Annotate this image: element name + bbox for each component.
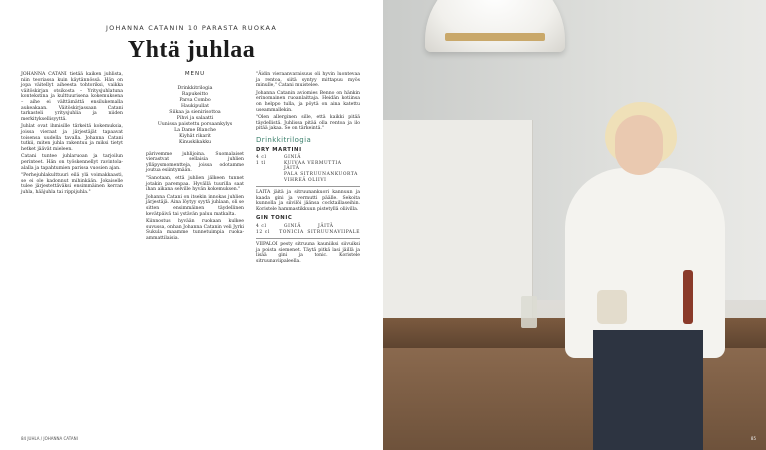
paragraph: "Olen allerginen sille, että kaikki pitää täydellistä. Juhlissa pitää olla rentoa ja ilo pitää jakaa. Se on tärkeintä." [256, 115, 360, 132]
menu-item: Pihvi ja salaatti [176, 115, 214, 121]
menu-item: Siikaa ja sienirisottoa [169, 109, 221, 115]
recipe-method: LAITA jäitä ja sitruunankuori kannuun ja kaada gini ja vermutti päälle. Sekoita kunnolla ja siivilöi jäänsa cocktaillaseihin. Koristele hammastikkuun pistetyllä oliivilla. [256, 190, 360, 212]
cabinet [383, 120, 533, 330]
divider [256, 186, 360, 187]
paragraph: Kiinnostus hyvään ruokaan kulkee suvussa, onhan Johanna Catanin veli Jyrki Sukula maamme tunnetuimpia ruoka-ammattilaisia. [146, 219, 244, 241]
paragraph: "Perhejuhlakulttuuri eilä ylä voimakkaasti, se ei ole kadonnut mihinkään. Jokaiselle tulee järjestettäväksi ensimmäinen kerran juhla, hääjuhla tai rippijuhla." [21, 173, 123, 195]
paragraph: pärivemme juhlijoina. Suomalaiset vierastvat sellaisia juhlien ylläpysmomentteja, joissa odotamme joutua esiintymään. [146, 151, 244, 174]
menu-item: Kiyhät rikarit [179, 133, 211, 139]
ingredient-row: VIHREÄ OLIIVI [284, 177, 327, 183]
paragraph: "Sanotaan, että juhlien jälkeen tunnet jotakin parempaa. Hyvällä tuurilla saat ihan aikana selville hyvän kokemuksen." [146, 175, 244, 193]
glass [521, 296, 537, 328]
lamp-band [445, 33, 545, 41]
ingredient-row: 4 cl GINIÄ JÄITÄ [256, 224, 334, 230]
ingredient-row: PALA SITRUUNANKUORTA [284, 171, 358, 177]
recipe-method: VIIPALOI pesty sitruuna kauniiksi siivuiksi ja poista siemenet. Täytä pitkä lasi jäillä ja lisää gini ja tonic. Koristele sitruunaviipaleella. [256, 242, 360, 265]
series-label: JOHANNA CATANIN 10 PARASTA RUOKAA [105, 24, 277, 32]
menu-item: Drinkkitrilogia [177, 85, 213, 91]
article-column-2 [146, 72, 244, 244]
divider [256, 238, 360, 239]
paragraph: Juhlat ovat ihmisille tärkeitä kokemuksia, joissa vieraat ja järjestäjät tapaavat toisensa uudella tavalla. Johanna Catani tutkii, miten juhla rakentuu ja miksi tietyt hetket jäävät mieleen. [21, 124, 123, 152]
cabinet-front [383, 348, 766, 450]
person-face [615, 115, 663, 175]
menu-box [146, 72, 244, 146]
menu-item: Uunissa paistettu porsaankylys [157, 121, 233, 127]
page-number-right: 85 [750, 436, 756, 441]
paragraph: Johanna Catani on itsekin innokas juhlien järjestäjä. Aina löytyy syytä juhlaan, oli se sitten ensimmäinen täydellinen kevätpäivä tai ystävän paluu matkalta. [146, 194, 244, 217]
menu-item: Rapukeitto [181, 91, 209, 97]
paragraph: Johanna Catanin aviomies Benno on hänkin erinomainen ruoanlaittaja. Heidän kotiinsa on helppo tulla, ja pöytä on aina katettu useammallekin. [256, 90, 360, 113]
paragraph: JOHANNA CATANI tietää kaiken juhlista, niin teoriassa kuin käytännössä. Hän on jopa väitellyt aiheesta tohtoriksi, vaikka väitöskirjan otsikosta – Yritysjuhlatuna kontekstina ja kulttuurisena kokemuksena – aihe ei välttämättä ensilukemalla aukeakaan. Väitöskirjassaan Catani tarkasteli yritysjuhlia ja niiden merkityksellisyyttä. [21, 72, 123, 122]
page-number-left: 84 JUHLA / JOHANNA CATANI [21, 436, 78, 441]
ingredient-row: 4 cl GINIÄ [256, 155, 301, 161]
drink-name: DRY MARTINI [256, 146, 302, 153]
jar [597, 290, 627, 324]
menu-heading: MENU [184, 71, 206, 77]
menu-item: Kinuskikakku [178, 139, 212, 145]
person-apron [593, 330, 703, 450]
drinks-heading: Drinkkitrilogia [256, 135, 312, 144]
ingredient-row: 1 tl KUIVAA VERMUTTIA [256, 160, 342, 166]
menu-item: Parsa Combo [179, 97, 211, 103]
photo-page [383, 0, 766, 450]
ingredient-list [256, 155, 360, 183]
article-column-3 [256, 72, 360, 267]
ingredient-row: JÄITÄ [284, 166, 300, 172]
drink-name: GIN TONIC [256, 215, 293, 222]
menu-item: Haukipullat [181, 103, 209, 109]
paragraph: Catani tuntee juhlaruoan ja tarjoilun perinteet. Hän on työskennellyt ravintola-alalla ja tapahtumien parissa vuosien ajan. [21, 154, 123, 171]
pendant-lamp [425, 0, 565, 52]
bottle [683, 270, 693, 324]
ingredient-row: 12 cl TONICIA SITRUUNAVIIPALE [256, 229, 360, 235]
paragraph: "Äidin vieraanvaraisuus oli hyvin luontevaa ja rentoa, siitä syntyy mittapuu myös minulle," Catani muistelee. [256, 72, 360, 89]
ingredient-list [256, 224, 360, 235]
menu-item: La Dame Blanche [174, 127, 216, 133]
page-title: Yhtä juhlaa [127, 37, 256, 63]
article-column-1 [21, 72, 123, 197]
